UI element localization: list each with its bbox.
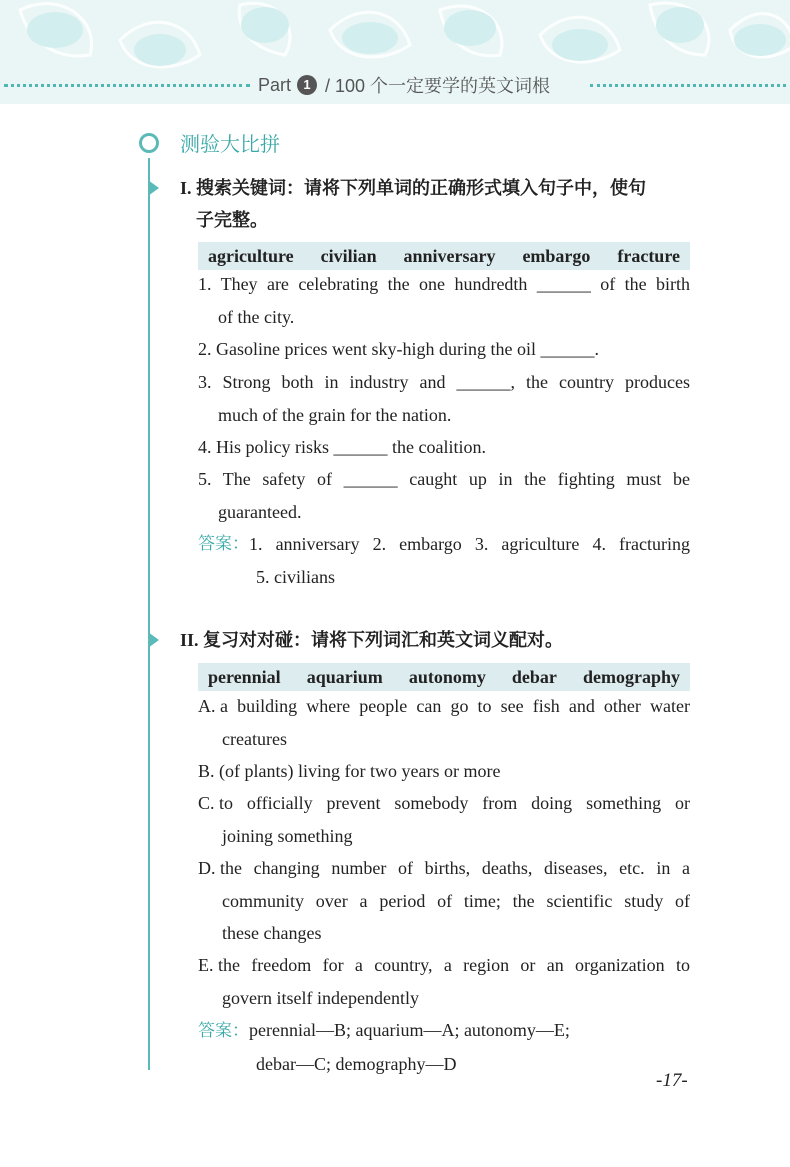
item-letter: B.	[198, 761, 215, 781]
exercise-1-triangle-icon	[148, 180, 159, 196]
exercise-2-item-c	[198, 787, 690, 852]
word-bank-item: debar	[511, 666, 557, 687]
item-text: a building where people can go to see fish and other water	[220, 696, 690, 716]
word-bank-item: demography	[582, 666, 680, 687]
word-bank-item: fracture	[617, 245, 680, 266]
page-header	[0, 0, 790, 104]
part-number-badge: 1	[297, 75, 317, 95]
page-number: -17-	[656, 1070, 688, 1091]
item-text: 4. His policy risks ______ the coalition.	[198, 437, 486, 457]
answer-continuation: debar—C; demography—D	[256, 1053, 457, 1074]
exercise-2-item-a	[198, 690, 690, 755]
word-bank-item: civilian	[320, 245, 377, 266]
item-text: 2. Gasoline prices went sky-high during the oil ______.	[198, 339, 599, 359]
exercise-2-word-bank	[198, 663, 690, 691]
header-dotted-rule-left	[4, 84, 250, 87]
item-continuation: much of the grain for the nation.	[218, 404, 452, 425]
section-vertical-rule	[148, 158, 150, 1070]
exercise-1-item-2	[198, 333, 690, 366]
answer-label: 答案：	[198, 534, 249, 553]
exercise-1-heading	[180, 172, 692, 236]
item-text: to officially prevent somebody from doing something or	[219, 793, 690, 813]
item-continuation: of the city.	[218, 306, 295, 327]
exercise-1-item-5	[198, 463, 690, 528]
word-bank-item: agriculture	[208, 245, 294, 266]
exercise-2-item-b	[198, 755, 690, 788]
section-circle-icon	[139, 133, 159, 153]
item-continuation: guaranteed.	[218, 501, 302, 522]
exercise-1-answer	[198, 528, 690, 593]
exercise-2-item-e	[198, 949, 690, 1014]
item-continuation: joining something	[222, 825, 353, 846]
header-title	[258, 70, 588, 100]
answer-label: 答案：	[198, 1021, 249, 1040]
item-text: (of plants) living for two years or more	[219, 761, 501, 781]
item-continuation: govern itself independently	[222, 987, 419, 1008]
item-letter: C.	[198, 793, 215, 813]
exercise-2-answer	[198, 1014, 690, 1080]
section-title: 测验大比拼	[180, 134, 280, 156]
item-text: 1. They are celebrating the one hundredth ______ of the birth	[198, 274, 690, 294]
part-label: Part	[258, 74, 292, 95]
exercise-1-word-bank	[198, 242, 690, 270]
word-bank-item: autonomy	[408, 666, 486, 687]
word-bank-item: embargo	[522, 245, 591, 266]
exercise-2-heading: II. 复习对对碰：请将下列词汇和英文词义配对。	[180, 630, 564, 650]
item-continuation: creatures	[222, 728, 287, 749]
item-text: the freedom for a country, a region or an organization to	[218, 955, 690, 975]
word-bank-item: perennial	[208, 666, 281, 687]
exercise-2-triangle-icon	[148, 632, 159, 648]
exercise-1-item-1	[198, 268, 690, 333]
item-continuation: these changes	[222, 923, 322, 943]
item-letter: A.	[198, 696, 216, 716]
item-continuation: community over a period of time; the scientific study of	[222, 890, 690, 911]
exercise-1-item-4	[198, 431, 690, 464]
item-text: 3. Strong both in industry and ______, the country produces	[198, 372, 690, 392]
exercise-1-heading-line1: I. 搜索关键词：请将下列单词的正确形式填入句子中，使句	[180, 178, 647, 198]
exercise-2-item-d	[198, 852, 690, 950]
item-text: the changing number of births, deaths, diseases, etc. in a	[220, 858, 690, 878]
item-letter: D.	[198, 858, 216, 878]
word-bank-item: anniversary	[403, 245, 496, 266]
exercise-1-item-3	[198, 366, 690, 431]
answer-text: perennial—B; aquarium—A; autonomy—E;	[249, 1020, 570, 1040]
exercise-1-heading-line2: 子完整。	[196, 210, 268, 230]
header-dotted-rule-right	[590, 84, 786, 87]
answer-continuation: 5. civilians	[256, 566, 335, 587]
word-bank-item: aquarium	[306, 666, 383, 687]
item-letter: E.	[198, 955, 214, 975]
item-text: 5. The safety of ______ caught up in the fighting must be	[198, 469, 690, 489]
answer-text: 1. anniversary 2. embargo 3. agriculture 4. fracturing	[249, 534, 690, 554]
header-book-title: / 100 个一定要学的英文词根	[325, 76, 551, 96]
